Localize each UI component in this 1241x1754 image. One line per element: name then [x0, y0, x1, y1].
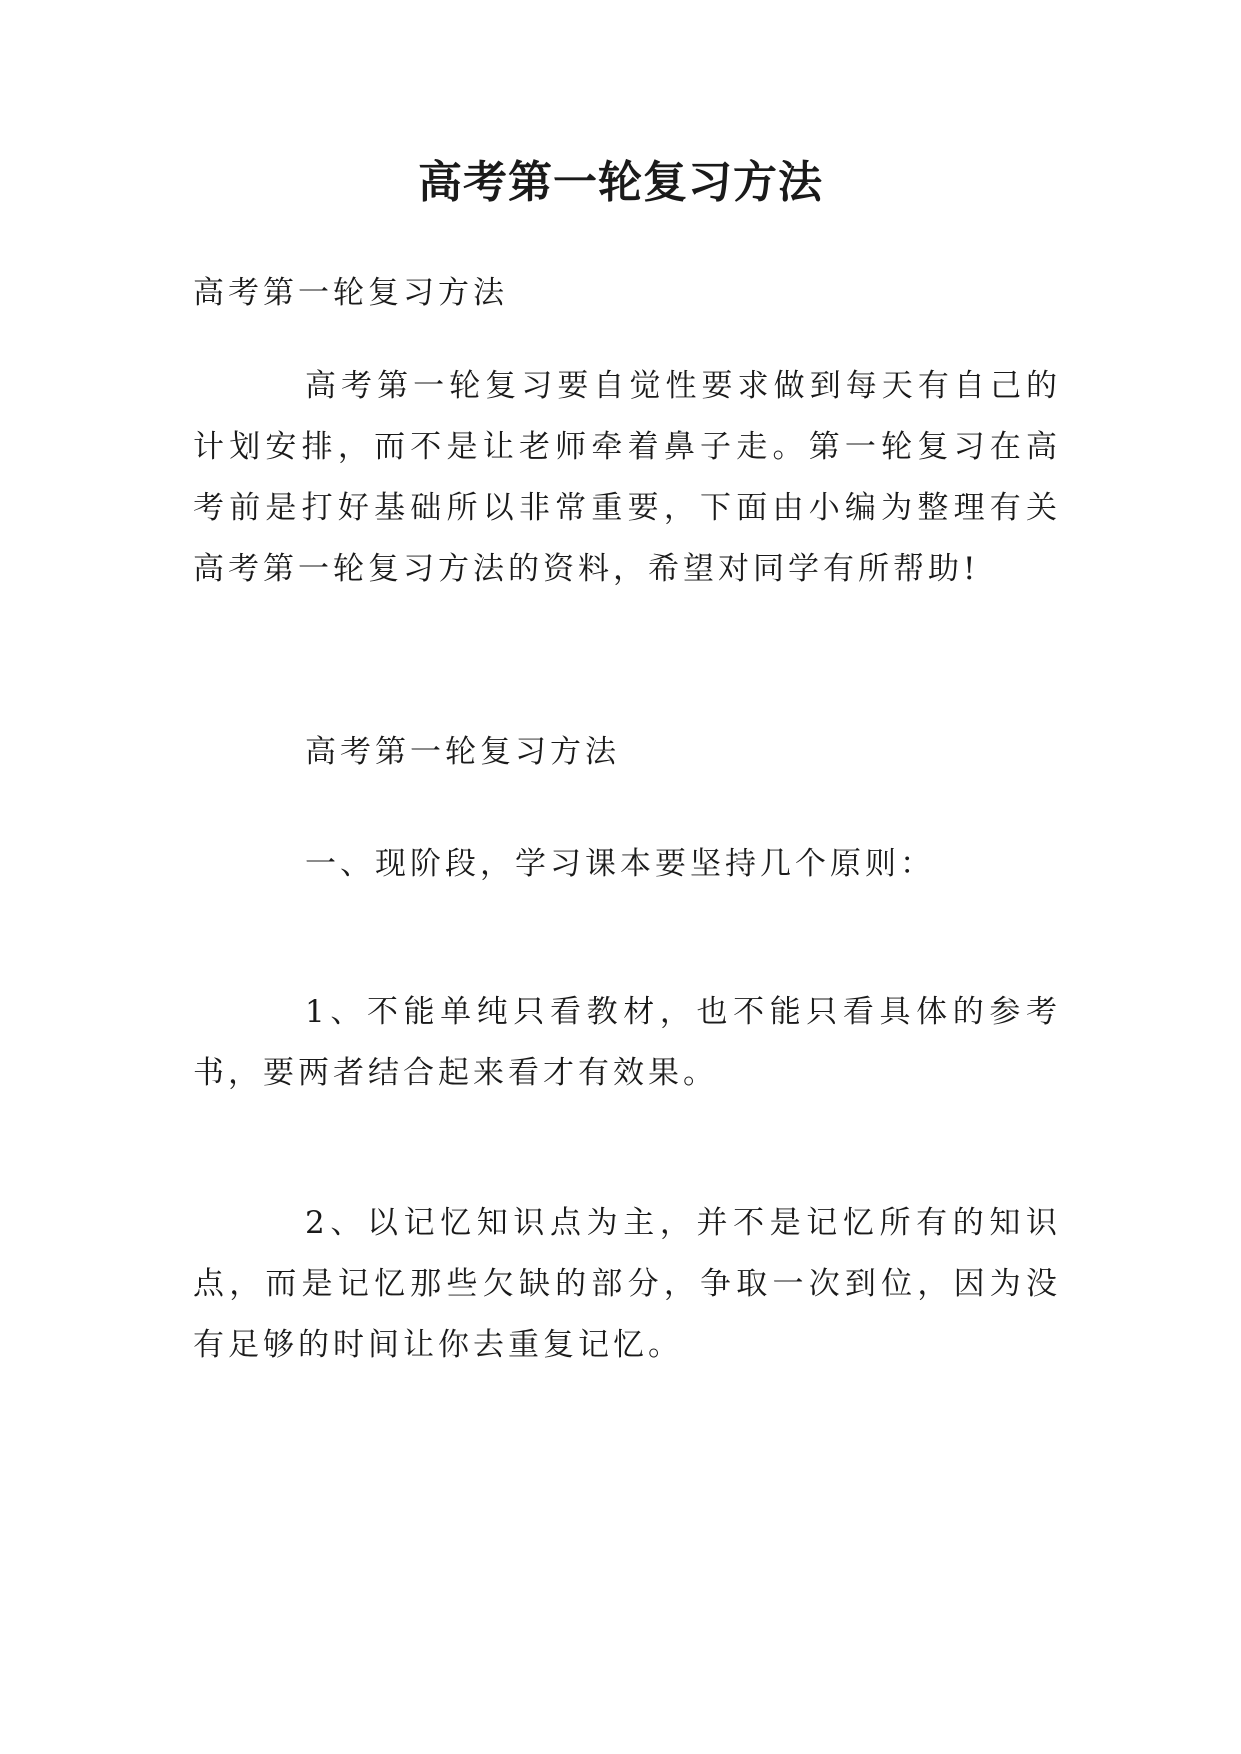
section-heading: 高考第一轮复习方法 [305, 734, 620, 770]
point-2-paragraph: 2、以记忆知识点为主，并不是记忆所有的知识点，而是记忆那些欠缺的部分，争取一次到位，因为没有足够的时间让你去重复记忆。 [193, 1205, 1061, 1363]
document-subtitle: 高考第一轮复习方法 [193, 275, 508, 311]
point-1-paragraph: 1、不能单纯只看教材，也不能只看具体的参考书，要两者结合起来看才有效果。 [193, 994, 1061, 1091]
intro-paragraph: 高考第一轮复习要自觉性要求做到每天有自己的计划安排，而不是让老师牵着鼻子走。第一轮复习在高考前是打好基础所以非常重要，下面由小编为整理有关高考第一轮复习方法的资料，希望对同学有所帮助! [193, 368, 1061, 587]
principle-heading: 一、现阶段，学习课本要坚持几个原则： [305, 846, 935, 882]
document-title: 高考第一轮复习方法 [418, 157, 823, 208]
